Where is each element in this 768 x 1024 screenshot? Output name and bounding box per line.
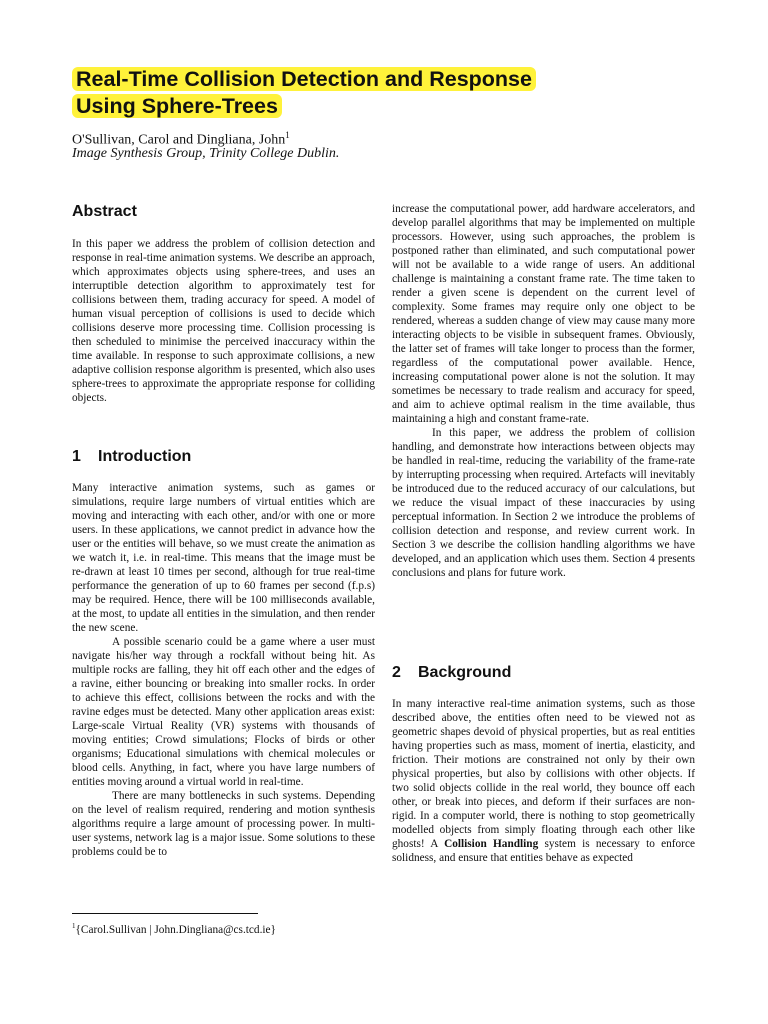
abstract-text: In this paper we address the problem of collision detection and response in real-time animation systems. We describe an approach, which approximates objects using sphere-trees, and uses an interruptible detection algorithm to approximately test for collisions between them, trading accuracy for speed. A model of human visual perception of collisions is used to decide which collisions deserve more processing time. Collision processing is then scheduled to minimise the perceived inaccuracy within the time available. In response to such approximate collisions, a new adaptive collision response algorithm is presented, which also uses sphere-trees to approximate the appropriate response for colliding objects. [72, 238, 375, 404]
introduction-body-left [72, 481, 375, 859]
footnote-mark: 1 [72, 922, 76, 930]
abstract-heading: Abstract [72, 203, 137, 220]
footnote-rule [72, 913, 258, 914]
collision-handling-term: Collision Handling [444, 838, 539, 850]
background-text-1: In many interactive real-time animation systems, such as those described above, the entities often need to be viewed not as geometric shapes devoid of physical properties, but as real entities having properties such as mass, moment of inertia, elasticity, and friction. Their motions are constrained not only by their own physical properties, but also by collisions with other objects. If two solid objects collide in the real world, they bounce off each other, or break into pieces, and deform if their surfaces are non-rigid. In a computer world, there is nothing to stop geometrically modelled objects from simply floating through each other like ghosts! A [392, 698, 695, 850]
footnote-emails: {Carol.Sullivan | John.Dingliana@cs.tcd.ie} [75, 923, 276, 936]
background-paragraph-1 [392, 697, 695, 865]
section-number: 1 [72, 448, 81, 465]
intro-paragraph-1: Many interactive animation systems, such as games or simulations, require large numbers of virtual entities which are moving and interacting with each other, and/or with one or more users. In these applications, we cannot predict in advance how the user or the entities will behave, so we must create the animation as we watch it, i.e. in real-time. This means that the image must be re-drawn at least 10 times per second, although for true real-time performance the generation of up to 60 frames per second (f.p.s) may be required. Hence, there will be 100 milliseconds available, at the most, to update all entities in the simulation, and then render the new scene. [72, 482, 375, 634]
intro-paragraph-3-continued: increase the computational power, add hardware accelerators, and develop parallel algorithms that may be implemented on multiple processors. However, using such approaches, the problem is postponed rather than eliminated, and such computational power will not be available to a wide range of users. An additional challenge is maintaining a constant frame rate. The time taken to render a given scene is dependent on the current level of complexity. Some frames may require only one object to be rendered, whereas a sudden change of view may cause many more interacting objects to be visible in subsequent frames. Obviously, the latter set of frames will take longer to process than the former, regardless of the computational power available. Hence, increasing computational power alone is not the solution. It may sometimes be necessary to trade realism and accuracy for speed, and aim to achieve optimal realism in the time available, thus maintaining a high and constant frame-rate. [392, 203, 695, 425]
section-number: 2 [392, 664, 401, 681]
footnote [72, 919, 276, 937]
author-footnote-mark: 1 [285, 130, 290, 140]
affiliation: Image Synthesis Group, Trinity College Dublin. [72, 146, 340, 161]
intro-paragraph-3: There are many bottlenecks in such systems. Depending on the level of realism required, rendering and motion synthesis algorithms require a large amount of processing power. In multi-user systems, network lag is a major issue. Some solutions to these problems could be to [72, 790, 375, 858]
paper-title [72, 66, 536, 120]
author-names: O'Sullivan, Carol and Dingliana, John [72, 132, 286, 148]
section-title: Introduction [98, 448, 192, 465]
background-text-2: system is necessary to enforce solidness, and ensure that entities behave as expected [392, 838, 695, 864]
introduction-heading [72, 447, 191, 467]
title-line-2: Using Sphere-Trees [72, 94, 282, 118]
background-heading [392, 663, 511, 683]
intro-paragraph-2: A possible scenario could be a game where a user must navigate his/her way through a rockfall without being hit. As multiple rocks are falling, they hit off each other and the edges of a ravine, either bouncing or breaking into smaller rocks. In order to achieve this effect, collisions between the rocks and with the ravine edges must be detected. Many other application areas exist: Large-scale Virtual Reality (VR) systems with thousands of moving entities; Crowd simulations; Flocks of birds or other organisms; Educational simulations with chemical molecules or blood cells. Anything, in fact, where you have large numbers of entities moving around a virtual world in real-time. [72, 636, 375, 788]
abstract-body [72, 237, 375, 405]
intro-paragraph-4: In this paper, we address the problem of collision handling, and demonstrate how interactions between objects may be handled in real-time, reducing the variability of the frame-rate by interrupting processing when required. Artefacts will inevitably be introduced due to the reduced accuracy of our calculations, but we reduce the visual impact of these inaccuracies by using perceptual information. In Section 2 we introduce the problems of collision detection and response, and review current work. In Section 3 we describe the collision handling algorithms we have developed, and an application which uses them. Section 4 presents conclusions and plans for future work. [392, 427, 695, 579]
background-body [392, 697, 695, 865]
title-line-1: Real-Time Collision Detection and Response [72, 67, 536, 91]
introduction-body-right [392, 202, 695, 580]
section-title: Background [418, 664, 512, 681]
